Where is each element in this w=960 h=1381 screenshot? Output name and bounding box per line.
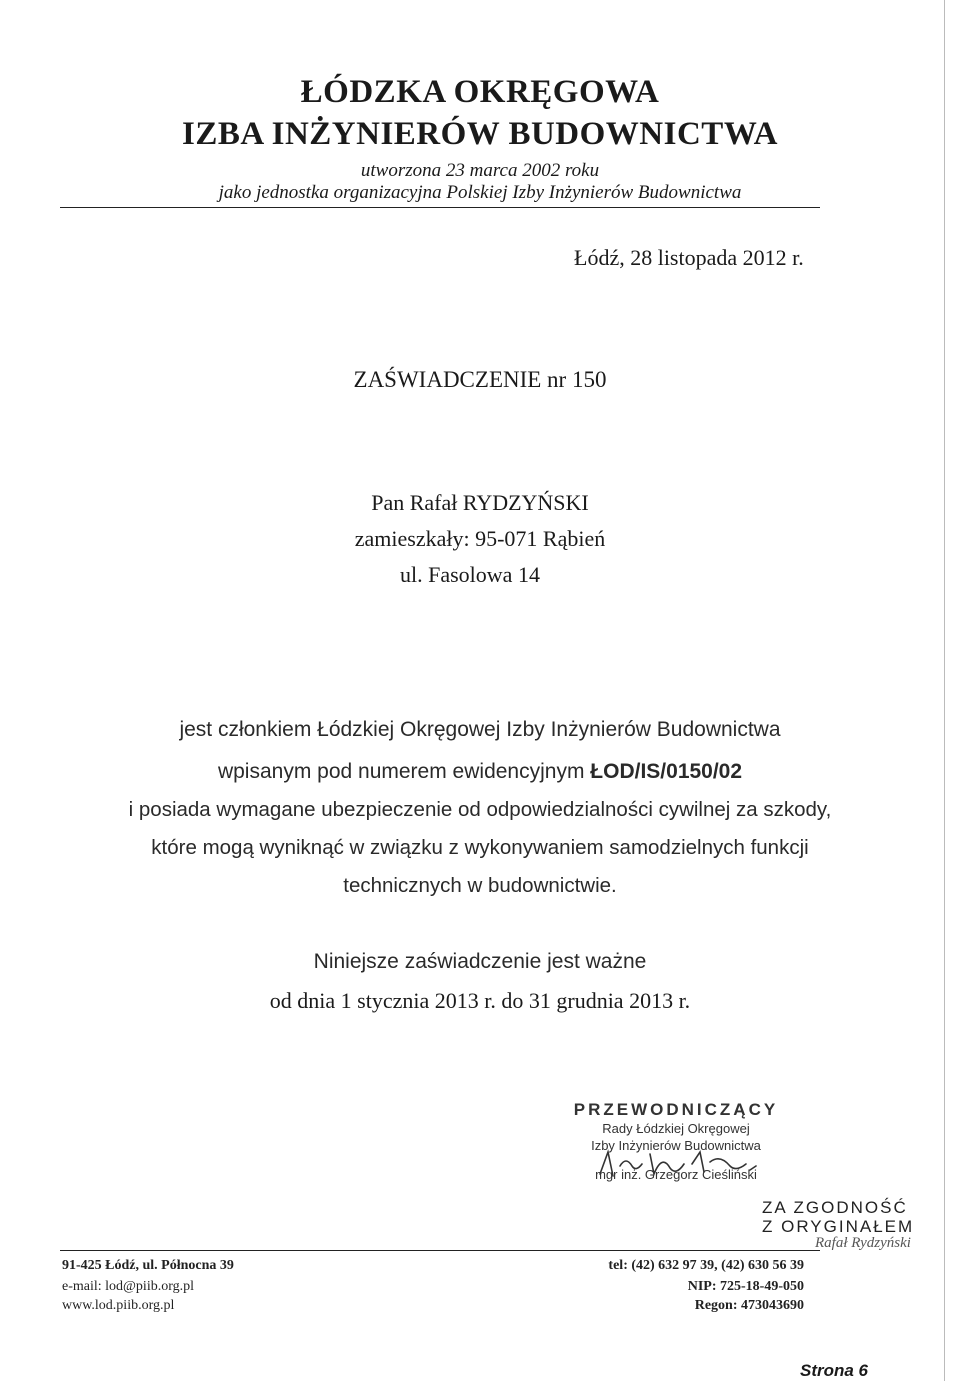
body-line-1: jest członkiem Łódzkiej Okręgowej Izby Inżynierów Budownictwa <box>179 718 781 741</box>
footer-email: e-mail: lod@piib.org.pl <box>62 1279 195 1294</box>
registration-number: ŁOD/IS/0150/02 <box>590 760 743 783</box>
copy-signer: Rafał Rydzyński <box>815 1235 911 1251</box>
page-number: Strona 6 <box>800 1361 869 1380</box>
footer-phone: tel: (42) 632 97 39, (42) 630 56 39 <box>608 1258 804 1273</box>
body-line-5: technicznych w budownictwie. <box>343 874 617 897</box>
stamp-title: PRZEWODNICZĄCY <box>573 1100 779 1119</box>
org-unit-of: jako jednostka organizacyjna Polskiej Izby Inżynierów Budownictwa <box>218 182 742 203</box>
footer-address: 91-425 Łódź, ul. Północna 39 <box>62 1258 234 1273</box>
org-founded: utworzona 23 marca 2002 roku <box>360 160 600 181</box>
header-rule <box>60 207 820 208</box>
recipient-city: zamieszkały: 95-071 Rąbień <box>354 526 606 551</box>
validity-period: od dnia 1 stycznia 2013 r. do 31 grudnia 2013 r. <box>269 988 691 1013</box>
document-title: ZAŚWIADCZENIE nr 150 <box>353 367 607 392</box>
org-name-line1: ŁÓDZKA OKRĘGOWA <box>300 74 660 110</box>
validity-statement: Niniejsze zaświadczenie jest ważne <box>313 950 647 973</box>
stamp-line-1: Rady Łódzkiej Okręgowej <box>602 1121 750 1136</box>
recipient-name: Pan Rafał RYDZYŃSKI <box>371 490 589 515</box>
body-line-4: które mogą wyniknąć w związku z wykonywaniem samodzielnych funkcji <box>151 836 809 859</box>
signature-graphic <box>580 1144 770 1184</box>
stamp-person: mgr inż. Grzegorz Cieśliński <box>595 1167 757 1182</box>
footer-regon: Regon: 473043690 <box>694 1298 804 1313</box>
chairman-stamp <box>560 1100 792 1183</box>
body-line-2-prefix: wpisanym pod numerem ewidencyjnym <box>217 760 585 783</box>
footer-rule <box>60 1250 820 1251</box>
stamp-line-2: Izby Inżynierów Budownictwa <box>591 1138 761 1153</box>
copy-stamp-line1: ZA ZGODNOŚĆ <box>762 1198 908 1217</box>
document-date: Łódź, 28 listopada 2012 r. <box>574 245 804 270</box>
copy-stamp <box>762 1198 914 1236</box>
org-name-line2: IZBA INŻYNIERÓW BUDOWNICTWA <box>181 116 778 152</box>
recipient-street: ul. Fasolowa 14 <box>400 562 540 587</box>
page-edge-line <box>944 0 945 1381</box>
footer-www: www.lod.piib.org.pl <box>62 1298 175 1313</box>
body-line-2 <box>0 760 960 784</box>
copy-stamp-line2: Z ORYGINAŁEM <box>762 1217 915 1236</box>
body-line-3: i posiada wymagane ubezpieczenie od odpowiedzialności cywilnej za szkody, <box>128 798 832 821</box>
footer-nip: NIP: 725-18-49-050 <box>687 1279 804 1294</box>
